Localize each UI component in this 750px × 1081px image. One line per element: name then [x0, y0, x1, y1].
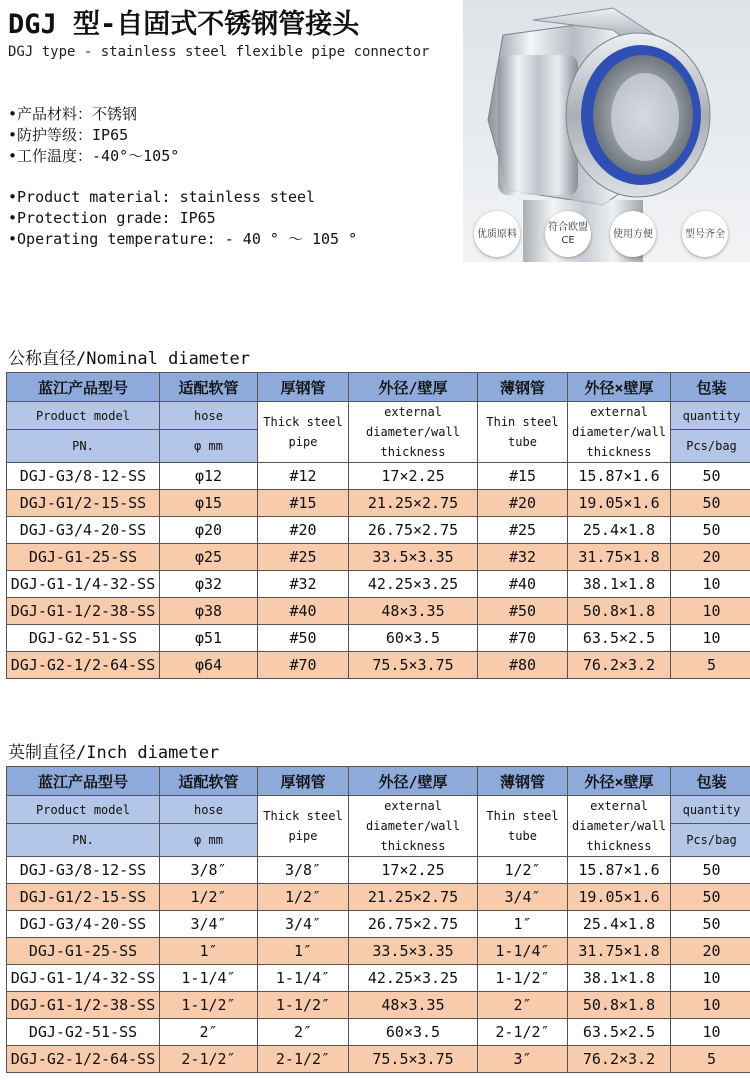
- table-cell: 10: [671, 1019, 750, 1046]
- spec-item: •产品材料：不锈钢: [8, 105, 138, 123]
- table-cell: 1-1/2″: [160, 992, 258, 1019]
- table-row: [7, 517, 750, 544]
- table-cell: 10: [671, 965, 750, 992]
- table-cell: 5: [671, 652, 750, 679]
- col-subheader: external diameter/wall thickness: [349, 796, 478, 857]
- col-header: 蓝江产品型号: [7, 767, 160, 796]
- table-cell: 17×2.25: [349, 857, 478, 884]
- table-cell: 48×3.35: [349, 992, 478, 1019]
- table-cell: DGJ-G2-51-SS: [7, 1019, 160, 1046]
- table-row: [7, 857, 750, 884]
- table-cell: #20: [258, 517, 349, 544]
- table-cell: 10: [671, 598, 750, 625]
- table-cell: #50: [478, 598, 568, 625]
- spec-list-en: [8, 187, 357, 250]
- col-header: 外径/壁厚: [349, 373, 478, 402]
- table-cell: 1-1/4″: [258, 965, 349, 992]
- col-unit: Pcs/bag: [671, 824, 750, 857]
- table-cell: 38.1×1.8: [568, 571, 671, 598]
- table-cell: 26.75×2.75: [349, 517, 478, 544]
- badge-easy-use: 使用方便: [610, 211, 656, 257]
- badge-ce: 符合欧盟CE: [545, 211, 591, 257]
- table-cell: DGJ-G1-25-SS: [7, 938, 160, 965]
- table-cell: 50: [671, 857, 750, 884]
- table-cell: 31.75×1.8: [568, 938, 671, 965]
- col-unit: PN.: [7, 430, 160, 463]
- col-subheader: Thin steel tube: [478, 796, 568, 857]
- col-subheader: Product model: [7, 402, 160, 430]
- table-cell: 26.75×2.75: [349, 911, 478, 938]
- table-cell: 21.25×2.75: [349, 490, 478, 517]
- table-cell: φ15: [160, 490, 258, 517]
- table-cell: 60×3.5: [349, 1019, 478, 1046]
- col-header: 外径×壁厚: [568, 767, 671, 796]
- table-cell: 15.87×1.6: [568, 857, 671, 884]
- table-cell: 50.8×1.8: [568, 992, 671, 1019]
- col-header: 外径×壁厚: [568, 373, 671, 402]
- col-subheader: Product model: [7, 796, 160, 824]
- col-subheader: Thin steel tube: [478, 402, 568, 463]
- table-row: [7, 1046, 750, 1073]
- table-cell: #80: [478, 652, 568, 679]
- col-unit: φ mm: [160, 430, 258, 463]
- table-cell: #40: [478, 571, 568, 598]
- table-cell: 15.87×1.6: [568, 463, 671, 490]
- table-cell: #32: [478, 544, 568, 571]
- table-cell: DGJ-G1-1/2-38-SS: [7, 598, 160, 625]
- table-cell: 10: [671, 571, 750, 598]
- table-cell: 3/4″: [258, 911, 349, 938]
- badge-quality-material: 优质原料: [474, 211, 520, 257]
- table-cell: 3/8″: [258, 857, 349, 884]
- table-cell: 1-1/4″: [160, 965, 258, 992]
- table-cell: #70: [478, 625, 568, 652]
- table-cell: DGJ-G3/8-12-SS: [7, 463, 160, 490]
- col-subheader: external diameter/wall thickness: [568, 796, 671, 857]
- table-cell: #40: [258, 598, 349, 625]
- table-cell: DGJ-G2-1/2-64-SS: [7, 652, 160, 679]
- nominal-diameter-table: [6, 372, 750, 679]
- table-cell: DGJ-G2-1/2-64-SS: [7, 1046, 160, 1073]
- table-cell: φ20: [160, 517, 258, 544]
- table-row: [7, 463, 750, 490]
- table-cell: 33.5×3.35: [349, 938, 478, 965]
- table-cell: #15: [258, 490, 349, 517]
- table-cell: 3/4″: [478, 884, 568, 911]
- col-unit: Pcs/bag: [671, 430, 750, 463]
- col-unit: φ mm: [160, 824, 258, 857]
- table-cell: 38.1×1.8: [568, 965, 671, 992]
- table-cell: 33.5×3.35: [349, 544, 478, 571]
- table-cell: DGJ-G1-1/4-32-SS: [7, 571, 160, 598]
- table-header-row: [7, 373, 750, 402]
- table-cell: 1″: [258, 938, 349, 965]
- table-cell: 76.2×3.2: [568, 1046, 671, 1073]
- col-header: 适配软管: [160, 373, 258, 402]
- table-cell: 25.4×1.8: [568, 911, 671, 938]
- table-cell: 2-1/2″: [160, 1046, 258, 1073]
- col-header: 蓝江产品型号: [7, 373, 160, 402]
- table-cell: 50.8×1.8: [568, 598, 671, 625]
- table-cell: 2-1/2″: [478, 1019, 568, 1046]
- table-cell: #50: [258, 625, 349, 652]
- table-row: [7, 544, 750, 571]
- table-row: [7, 571, 750, 598]
- table-row: [7, 884, 750, 911]
- col-header: 厚钢管: [258, 373, 349, 402]
- table-cell: DGJ-G1-25-SS: [7, 544, 160, 571]
- table-row: [7, 598, 750, 625]
- table-cell: φ38: [160, 598, 258, 625]
- table-row: [7, 490, 750, 517]
- table-cell: 1/2″: [258, 884, 349, 911]
- table-cell: 20: [671, 938, 750, 965]
- col-header: 薄钢管: [478, 373, 568, 402]
- page-title: DGJ 型-自固式不锈钢管接头: [8, 9, 360, 40]
- badge-full-range: 型号齐全: [682, 211, 728, 257]
- table-cell: 1″: [160, 938, 258, 965]
- table-cell: 1-1/4″: [478, 938, 568, 965]
- table-cell: φ25: [160, 544, 258, 571]
- table-cell: 3/8″: [160, 857, 258, 884]
- table-cell: #25: [258, 544, 349, 571]
- table-cell: #70: [258, 652, 349, 679]
- table-cell: #15: [478, 463, 568, 490]
- table-cell: 42.25×3.25: [349, 965, 478, 992]
- spec-item: •工作温度：-40°～105°: [8, 147, 180, 165]
- table-row: [7, 652, 750, 679]
- table-row: [7, 992, 750, 1019]
- table-cell: 19.05×1.6: [568, 490, 671, 517]
- spec-item: •Operating temperature: - 40 ° ～ 105 °: [8, 230, 358, 248]
- col-header: 包装: [671, 767, 750, 796]
- table-cell: 10: [671, 625, 750, 652]
- nominal-section-title: 公称直径/Nominal diameter: [8, 349, 250, 369]
- table-header-row: [7, 767, 750, 796]
- table-cell: 63.5×2.5: [568, 1019, 671, 1046]
- table-cell: 10: [671, 992, 750, 1019]
- table-cell: DGJ-G1/2-15-SS: [7, 490, 160, 517]
- table-cell: 25.4×1.8: [568, 517, 671, 544]
- table-cell: DGJ-G3/8-12-SS: [7, 857, 160, 884]
- table-subheader-row: [7, 796, 750, 824]
- table-cell: 1-1/2″: [478, 965, 568, 992]
- inch-section-title: 英制直径/Inch diameter: [8, 743, 220, 763]
- table-row: [7, 938, 750, 965]
- table-cell: φ32: [160, 571, 258, 598]
- table-cell: 1″: [478, 911, 568, 938]
- table-cell: 48×3.35: [349, 598, 478, 625]
- table-cell: DGJ-G1/2-15-SS: [7, 884, 160, 911]
- table-cell: 42.25×3.25: [349, 571, 478, 598]
- table-cell: DGJ-G1-1/4-32-SS: [7, 965, 160, 992]
- spec-list-cn: [8, 104, 179, 167]
- table-cell: 60×3.5: [349, 625, 478, 652]
- table-cell: #25: [478, 517, 568, 544]
- col-header: 厚钢管: [258, 767, 349, 796]
- table-cell: #12: [258, 463, 349, 490]
- table-cell: 50: [671, 517, 750, 544]
- col-subheader: external diameter/wall thickness: [568, 402, 671, 463]
- table-cell: 1/2″: [160, 884, 258, 911]
- table-cell: #20: [478, 490, 568, 517]
- table-cell: 3/4″: [160, 911, 258, 938]
- table-cell: φ51: [160, 625, 258, 652]
- table-cell: 5: [671, 1046, 750, 1073]
- table-cell: 2″: [258, 1019, 349, 1046]
- table-subheader-row: [7, 402, 750, 430]
- table-cell: 63.5×2.5: [568, 625, 671, 652]
- table-cell: DGJ-G2-51-SS: [7, 625, 160, 652]
- col-header: 薄钢管: [478, 767, 568, 796]
- table-row: [7, 625, 750, 652]
- spec-item: •防护等级：IP65: [8, 126, 129, 144]
- spec-item: •Protection grade: IP65: [8, 209, 216, 227]
- col-header: 包装: [671, 373, 750, 402]
- table-cell: 75.5×3.75: [349, 1046, 478, 1073]
- table-cell: 76.2×3.2: [568, 652, 671, 679]
- table-cell: 19.05×1.6: [568, 884, 671, 911]
- page-subtitle: DGJ type - stainless steel flexible pipe connector: [8, 44, 430, 60]
- inch-diameter-table: [6, 766, 750, 1073]
- table-cell: DGJ-G3/4-20-SS: [7, 517, 160, 544]
- table-cell: 50: [671, 490, 750, 517]
- table-cell: #32: [258, 571, 349, 598]
- table-cell: DGJ-G3/4-20-SS: [7, 911, 160, 938]
- table-cell: DGJ-G1-1/2-38-SS: [7, 992, 160, 1019]
- table-cell: 1-1/2″: [258, 992, 349, 1019]
- table-cell: 20: [671, 544, 750, 571]
- col-subheader: hose: [160, 796, 258, 824]
- col-header: 适配软管: [160, 767, 258, 796]
- col-header: 外径/壁厚: [349, 767, 478, 796]
- spec-item: •Product material: stainless steel: [8, 188, 316, 206]
- col-subheader: Thick steel pipe: [258, 402, 349, 463]
- table-cell: 1/2″: [478, 857, 568, 884]
- table-cell: 75.5×3.75: [349, 652, 478, 679]
- table-cell: 50: [671, 463, 750, 490]
- table-cell: 3″: [478, 1046, 568, 1073]
- table-cell: 21.25×2.75: [349, 884, 478, 911]
- feature-badges: [470, 211, 745, 261]
- table-cell: φ12: [160, 463, 258, 490]
- col-subheader: hose: [160, 402, 258, 430]
- table-cell: 2″: [160, 1019, 258, 1046]
- col-subheader: quantity: [671, 796, 750, 824]
- table-cell: 2-1/2″: [258, 1046, 349, 1073]
- table-cell: 31.75×1.8: [568, 544, 671, 571]
- col-subheader: external diameter/wall thickness: [349, 402, 478, 463]
- table-row: [7, 911, 750, 938]
- col-unit: PN.: [7, 824, 160, 857]
- table-cell: 2″: [478, 992, 568, 1019]
- table-cell: φ64: [160, 652, 258, 679]
- table-cell: 50: [671, 884, 750, 911]
- col-subheader: Thick steel pipe: [258, 796, 349, 857]
- table-row: [7, 965, 750, 992]
- table-cell: 17×2.25: [349, 463, 478, 490]
- col-subheader: quantity: [671, 402, 750, 430]
- table-row: [7, 1019, 750, 1046]
- table-cell: 50: [671, 911, 750, 938]
